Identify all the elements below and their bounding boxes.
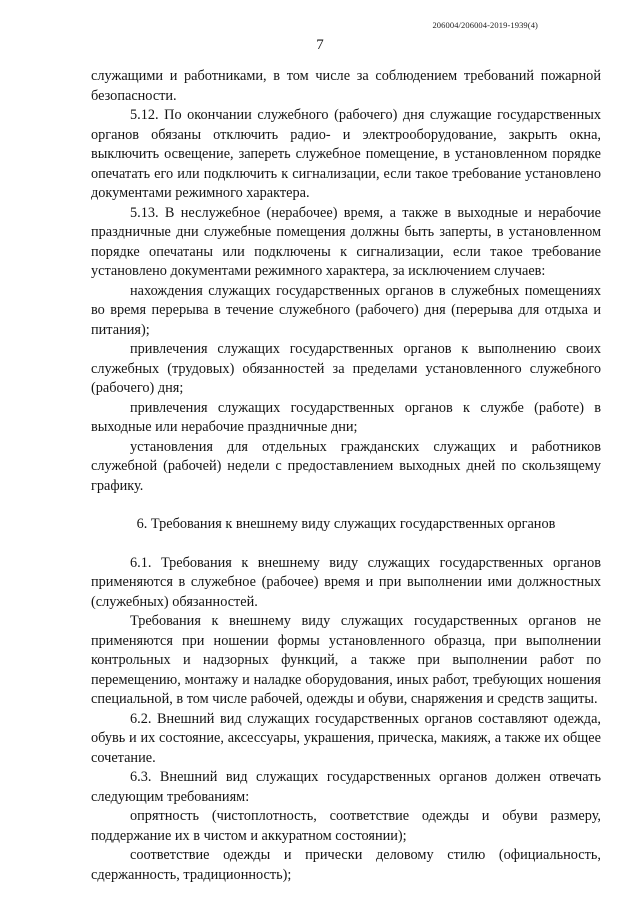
paragraph-6-1: 6.1. Требования к внешнему виду служащих государственных органов применяются в служебное (рабочее) время и при выполнении ими должностных (служебных) обязанностей. [91, 554, 601, 610]
document-id: 206004/206004-2019-1939(4) [432, 20, 538, 30]
paragraph-5-12: 5.12. По окончании служебного (рабочего) дня служащие государственных органов обязаны отключить радио- и электрооборудование, закрыть окна, выключить освещение, запереть служебное помещение, в установленном порядке опечатать его или подключить к сигнализации, если такое требование установлено документами режимного характера. [91, 107, 601, 201]
list-item: привлечения служащих государственных органов к службе (работе) в выходные или нерабочие праздничные дни; [91, 399, 601, 435]
page-number: 7 [316, 37, 324, 53]
paragraph: Требования к внешнему виду служащих государственных органов не применяются при ношении формы установленного образца, при выполнении контрольных и надзорных функций, а также при выполнении работ по перемещению, монтажу и наладке оборудования, иных работ, требующих ношения специальной, в том числе рабочей, одежды и обуви, снаряжения и средств защиты. [91, 613, 601, 707]
list-item: соответствие одежды и прически деловому стилю (официальность, сдержанность, традиционность); [91, 847, 601, 883]
paragraph-5-13: 5.13. В неслужебное (нерабочее) время, а также в выходные и нерабочие праздничные дни служебные помещения должны быть заперты, в установленном порядке опечатаны или подключены к сигнализации, если такое требование установлено документами режимного характера, за исключением случаев: [91, 204, 601, 279]
list-item: привлечения служащих государственных органов к выполнению своих служебных (трудовых) обязанностей за пределами установленного служебного (рабочего) дня; [91, 341, 601, 396]
document-body [91, 67, 601, 885]
section-heading: 6. Требования к внешнему виду служащих государственных органов [136, 516, 556, 532]
paragraph-6-2: 6.2. Внешний вид служащих государственных органов составляют одежда, обувь и их состояние, аксессуары, украшения, прическа, макияж, а также их общее сочетание. [91, 710, 601, 766]
paragraph-continuation: служащими и работниками, в том числе за соблюдением требований пожарной безопасности. [91, 68, 601, 104]
list-item: нахождения служащих государственных органов в служебных помещениях во время перерыва в течение служебного (рабочего) дня (перерыва для отдыха и питания); [91, 282, 601, 338]
list-item: опрятность (чистоплотность, соответствие одежды и обуви размеру, поддержание их в чистом и аккуратном состоянии); [91, 808, 601, 844]
paragraph-6-3: 6.3. Внешний вид служащих государственных органов должен отвечать следующим требованиям: [91, 769, 601, 805]
list-item: установления для отдельных гражданских служащих и работников служебной (рабочей) недели с предоставлением выходных дней по скользящему графику. [91, 438, 601, 494]
